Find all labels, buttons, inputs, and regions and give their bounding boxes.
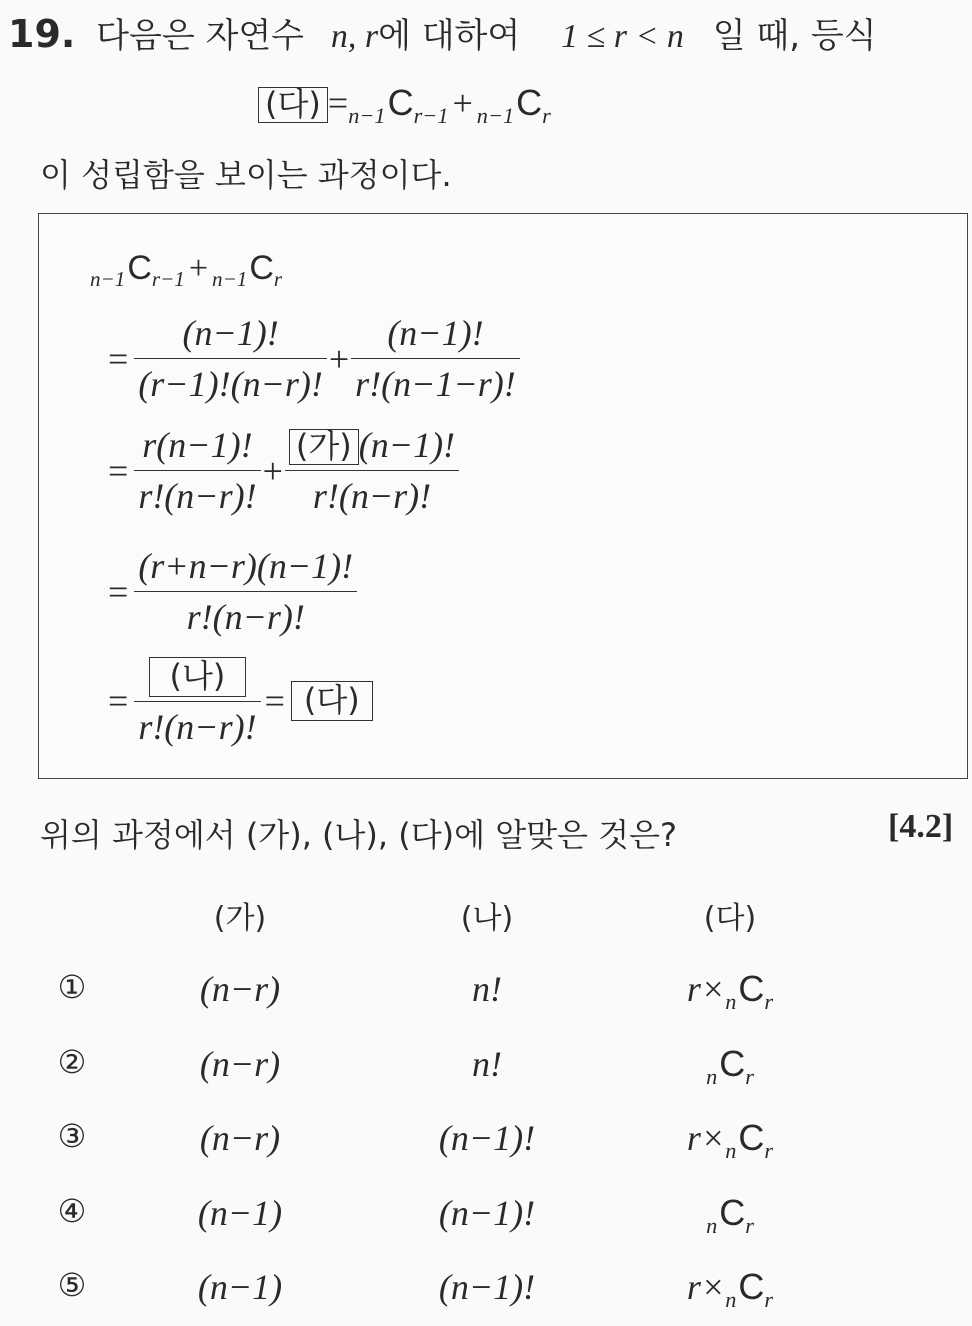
numerator-rest: (n−1)! [358, 425, 456, 465]
plus-sign: + [188, 250, 209, 287]
intro-mid: 에 대하여 [378, 16, 521, 56]
blank-na-box: (나) [149, 657, 247, 697]
subscript-pre: n−1 [90, 267, 126, 292]
denominator: r!(n−r)! [186, 597, 305, 637]
choice-na: n! [472, 969, 502, 1009]
numerator [285, 424, 459, 471]
choice-ga: (n−r) [199, 1044, 281, 1084]
subscript: r [764, 1137, 774, 1163]
subscript: r [764, 988, 774, 1014]
choice-option-1[interactable] [0, 968, 972, 1028]
subscript: r [542, 102, 551, 128]
intro-text: 다음은 자연수 [96, 16, 305, 56]
header-ga: (가) [213, 901, 267, 936]
choice-option-2[interactable] [0, 1043, 972, 1103]
identity-equation [258, 82, 551, 128]
choice-na: (n−1)! [438, 1267, 536, 1307]
subscript-pre: n [706, 1063, 718, 1089]
combination-symbol: C [738, 968, 765, 1009]
subscript: r [273, 267, 283, 292]
denominator: (r−1)!(n−r)! [138, 364, 323, 404]
choice-option-5[interactable] [0, 1266, 972, 1326]
choice-option-4[interactable] [0, 1192, 972, 1252]
numerator: (n−1)! [351, 312, 520, 359]
header-na: (나) [460, 901, 514, 936]
combination-symbol: C [738, 1117, 765, 1158]
proof-line-0 [90, 248, 283, 292]
choice-marker: ① [57, 968, 87, 1006]
intro-vars: n, r [330, 18, 379, 55]
equals-sign: = [108, 450, 129, 491]
combination-symbol: C [719, 1192, 746, 1233]
combination-symbol: C [127, 249, 152, 287]
subscript-pre: n [725, 1286, 737, 1312]
subscript-pre: n−1 [476, 102, 515, 128]
plus-sign: + [262, 450, 283, 491]
blank-ga-box: (가) [289, 429, 359, 465]
fraction [134, 654, 260, 748]
prompt-text: 위의 과정에서 (가), (나), (다)에 알맞은 것은? [40, 816, 677, 854]
fraction [285, 424, 459, 517]
choice-marker: ② [57, 1043, 87, 1081]
choice-na: n! [472, 1044, 502, 1084]
subscript: r−1 [413, 102, 449, 128]
proof-line-3 [108, 545, 357, 638]
choice-ga: (n−r) [199, 1118, 281, 1158]
subscript: r [764, 1286, 774, 1312]
combination-symbol: C [387, 82, 414, 123]
choice-option-3[interactable] [0, 1117, 972, 1177]
subscript-pre: n−1 [212, 267, 248, 292]
numerator: (n−1)! [134, 312, 327, 359]
fraction [351, 312, 520, 405]
subscript: r−1 [151, 267, 185, 292]
choice-na: (n−1)! [438, 1193, 536, 1233]
combination-symbol: C [738, 1266, 765, 1307]
equals-sign: = [327, 83, 349, 123]
denominator: r!(n−1−r)! [355, 364, 516, 404]
subscript-pre: n−1 [348, 102, 386, 128]
subscript: r [745, 1063, 754, 1089]
blank-da-box: (다) [291, 681, 373, 721]
equals-sign: = [108, 338, 129, 379]
choice-marker: ④ [57, 1192, 87, 1230]
choice-da [706, 1043, 754, 1089]
choice-da-coef: r× [686, 1267, 726, 1307]
choice-da-coef: r× [686, 1118, 726, 1158]
combination-symbol: C [516, 82, 543, 123]
question-header [8, 8, 877, 57]
condition: 1 ≤ r < n [561, 18, 684, 55]
choice-marker: ③ [57, 1117, 87, 1155]
equals-sign: = [264, 680, 285, 721]
proof-line-1 [108, 312, 520, 405]
subscript-pre: n [725, 988, 737, 1014]
fraction [134, 424, 260, 517]
equals-sign: = [108, 571, 129, 612]
denominator: r!(n−r)! [312, 476, 432, 516]
choice-na: (n−1)! [438, 1118, 536, 1158]
numerator: (r+n−r)(n−1)! [134, 545, 357, 592]
numerator: r(n−1)! [134, 424, 260, 471]
subscript-pre: n [725, 1137, 737, 1163]
choice-ga: (n−1) [197, 1193, 283, 1233]
score-label: [4.2] [888, 808, 954, 845]
blank-da-box: (다) [258, 87, 328, 123]
choice-da [686, 1117, 774, 1163]
intro-post: 일 때, 등식 [712, 16, 877, 56]
denominator: r!(n−r)! [138, 476, 257, 516]
equals-sign: = [108, 680, 129, 721]
numerator [134, 654, 260, 702]
choice-ga: (n−1) [197, 1267, 283, 1307]
choice-ga: (n−r) [199, 969, 281, 1009]
fraction [134, 312, 327, 405]
header-da: (다) [703, 901, 757, 936]
choice-da [686, 1266, 774, 1312]
combination-symbol: C [249, 249, 274, 287]
proof-line-4 [108, 654, 373, 748]
proof-line-2 [108, 424, 459, 517]
subscript-pre: n [706, 1212, 718, 1238]
question-number: 19. [8, 12, 76, 56]
plus-sign: + [328, 338, 350, 379]
choice-da-coef: r× [686, 969, 726, 1009]
denominator: r!(n−r)! [138, 706, 257, 747]
subscript: r [745, 1212, 754, 1238]
question-after-text: 이 성립함을 보이는 과정이다. [40, 156, 452, 194]
choice-da [686, 968, 774, 1014]
choice-marker: ⑤ [57, 1266, 87, 1304]
choice-da [706, 1192, 754, 1238]
combination-symbol: C [719, 1043, 746, 1084]
plus-sign: + [452, 83, 473, 123]
fraction [134, 545, 357, 638]
